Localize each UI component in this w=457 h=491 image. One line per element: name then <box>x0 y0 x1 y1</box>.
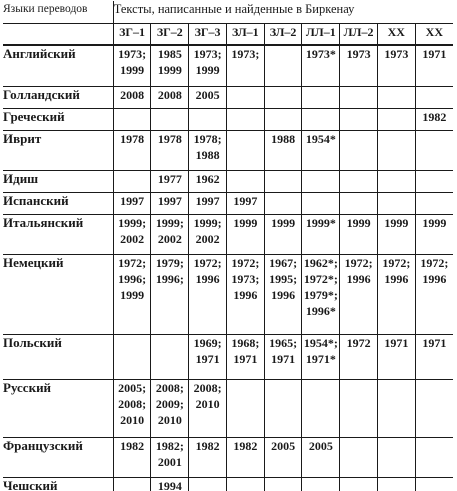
year-cell <box>151 108 189 130</box>
year-value: 1997 <box>195 193 220 208</box>
year-cell <box>226 477 264 491</box>
year-value: 1999; <box>155 215 184 230</box>
year-cell <box>113 108 151 130</box>
year-cell <box>226 379 264 437</box>
year-cell <box>302 170 340 192</box>
year-value: 1982 <box>195 438 220 453</box>
year-cell <box>340 334 378 379</box>
year-value: 1972; <box>231 255 260 270</box>
column-header: ЗЛ–2 <box>264 24 302 46</box>
year-cell <box>264 437 302 477</box>
year-value: 1999 <box>120 63 145 77</box>
year-value: 1997 <box>120 193 145 208</box>
column-header: XX <box>415 24 453 46</box>
column-header: ЗГ–3 <box>189 24 227 46</box>
year-value: 1996 <box>384 271 409 286</box>
year-value: 1971 <box>422 335 447 350</box>
year-value: 1973; <box>193 47 222 61</box>
year-value: 2005 <box>271 438 296 453</box>
year-cell <box>151 437 189 477</box>
year-cell <box>226 214 264 254</box>
languages-header: Языки переводов <box>3 1 113 24</box>
year-value: 1973; <box>231 47 260 61</box>
year-value: 1982 <box>120 438 145 453</box>
year-cell <box>113 130 151 170</box>
year-value: 1985 <box>157 47 182 61</box>
column-header: ЗГ–1 <box>113 24 151 46</box>
year-value: 2008; <box>155 380 184 395</box>
year-cell <box>226 437 264 477</box>
year-value: 1973 <box>346 47 371 61</box>
year-value: 1968; <box>231 335 260 350</box>
language-name: Иврит <box>3 130 113 170</box>
year-cell <box>264 214 302 254</box>
year-cell <box>189 379 227 437</box>
year-cell <box>302 477 340 491</box>
year-cell <box>302 379 340 437</box>
year-cell <box>340 170 378 192</box>
year-cell <box>151 192 189 214</box>
year-value: 1969; <box>193 335 222 350</box>
year-value: 1982; <box>155 438 184 453</box>
language-name: Греческий <box>3 108 113 130</box>
year-cell <box>415 334 453 379</box>
year-value: 1972; <box>344 255 373 270</box>
year-cell <box>340 130 378 170</box>
language-name: Идиш <box>3 170 113 192</box>
year-value: 1997 <box>233 193 258 208</box>
year-value: 1995; <box>269 271 298 286</box>
year-value: 1962*; <box>303 255 338 270</box>
column-header: XX <box>377 24 415 46</box>
year-cell <box>113 379 151 437</box>
year-value: 2002 <box>120 231 145 246</box>
year-cell <box>151 379 189 437</box>
year-value: 2009; <box>155 396 184 411</box>
year-cell <box>113 214 151 254</box>
year-cell <box>226 86 264 108</box>
year-value: 2008 <box>120 87 145 102</box>
year-cell <box>340 86 378 108</box>
year-cell <box>189 108 227 130</box>
language-name: Испанский <box>3 192 113 214</box>
year-cell <box>415 170 453 192</box>
year-cell <box>151 130 189 170</box>
year-cell <box>415 379 453 437</box>
year-cell <box>113 334 151 379</box>
table-row <box>3 254 453 334</box>
table-row <box>3 130 453 170</box>
year-cell <box>415 86 453 108</box>
year-value: 1999 <box>271 215 296 230</box>
year-value: 1954* <box>305 131 336 146</box>
table-row <box>3 108 453 130</box>
year-value: 1999 <box>384 215 409 230</box>
table-row <box>3 170 453 192</box>
year-cell <box>340 214 378 254</box>
column-header: ЗЛ–1 <box>226 24 264 46</box>
year-value: 2005; <box>118 380 147 395</box>
year-value: 1971* <box>305 351 336 366</box>
year-cell <box>264 192 302 214</box>
column-header-row <box>3 24 453 46</box>
year-value: 1999 <box>346 215 371 230</box>
year-value: 2005 <box>195 87 220 102</box>
year-cell <box>377 130 415 170</box>
year-value: 2002 <box>157 231 182 246</box>
year-cell <box>302 45 340 86</box>
language-name: Немецкий <box>3 254 113 334</box>
language-name: Английский <box>3 45 113 86</box>
year-cell <box>226 254 264 334</box>
year-cell <box>264 170 302 192</box>
year-value: 2010 <box>195 396 220 411</box>
year-value: 1979; <box>155 255 184 270</box>
year-value: 1982 <box>422 109 447 124</box>
table-row <box>3 192 453 214</box>
column-header: ЗГ–2 <box>151 24 189 46</box>
year-value: 1988 <box>195 147 220 162</box>
year-cell <box>377 477 415 491</box>
year-cell <box>264 86 302 108</box>
year-value: 1978 <box>157 131 182 146</box>
year-value: 1972; <box>193 255 222 270</box>
year-cell <box>226 334 264 379</box>
table-row <box>3 334 453 379</box>
language-name: Голландский <box>3 86 113 108</box>
year-cell <box>377 214 415 254</box>
year-value: 1994 <box>157 478 182 491</box>
year-cell <box>113 86 151 108</box>
table-row <box>3 379 453 437</box>
year-value: 1973 <box>384 47 409 61</box>
year-cell <box>189 334 227 379</box>
year-value: 1996; <box>118 271 147 286</box>
year-cell <box>340 108 378 130</box>
year-cell <box>377 170 415 192</box>
year-cell <box>264 108 302 130</box>
year-cell <box>151 477 189 491</box>
year-cell <box>377 45 415 86</box>
translations-table <box>3 1 453 491</box>
year-value: 1971 <box>271 351 296 366</box>
year-cell <box>377 108 415 130</box>
year-cell <box>226 170 264 192</box>
year-cell <box>264 254 302 334</box>
year-cell <box>340 192 378 214</box>
year-value: 1996* <box>305 303 336 318</box>
year-cell <box>264 477 302 491</box>
column-header: ЛЛ–1 <box>302 24 340 46</box>
year-cell <box>226 108 264 130</box>
year-value: 1997 <box>157 193 182 208</box>
year-value: 1978 <box>120 131 145 146</box>
year-cell <box>415 45 453 86</box>
year-cell <box>113 437 151 477</box>
year-value: 1999 <box>233 215 258 230</box>
year-value: 1965; <box>269 335 298 350</box>
year-cell <box>151 45 189 86</box>
year-cell <box>415 192 453 214</box>
year-cell <box>189 477 227 491</box>
year-value: 1999 <box>195 63 220 77</box>
year-cell <box>377 86 415 108</box>
year-cell <box>302 86 340 108</box>
year-cell <box>264 334 302 379</box>
year-value: 1971 <box>233 351 258 366</box>
year-value: 1962 <box>195 171 220 186</box>
year-cell <box>377 254 415 334</box>
year-cell <box>415 108 453 130</box>
year-cell <box>415 214 453 254</box>
year-value: 2010 <box>157 412 182 427</box>
year-value: 1973; <box>118 47 147 61</box>
year-cell <box>189 214 227 254</box>
year-value: 1999 <box>120 287 145 302</box>
year-cell <box>113 477 151 491</box>
year-cell <box>302 334 340 379</box>
year-cell <box>340 477 378 491</box>
year-value: 1971 <box>422 47 447 61</box>
year-cell <box>226 45 264 86</box>
year-value: 2008 <box>157 87 182 102</box>
table-row <box>3 214 453 254</box>
year-value: 2002 <box>195 231 220 246</box>
table-row <box>3 45 453 86</box>
year-value: 1973* <box>305 47 336 61</box>
year-value: 1996 <box>346 271 371 286</box>
year-value: 1996; <box>155 271 184 286</box>
year-value: 2010 <box>120 412 145 427</box>
year-cell <box>415 254 453 334</box>
year-cell <box>226 130 264 170</box>
year-value: 1999; <box>193 215 222 230</box>
year-value: 2008; <box>193 380 222 395</box>
year-cell <box>113 45 151 86</box>
year-value: 2008; <box>118 396 147 411</box>
year-cell <box>340 45 378 86</box>
year-cell <box>377 437 415 477</box>
table-body <box>3 45 453 491</box>
column-header: ЛЛ–2 <box>340 24 378 46</box>
year-value: 1999; <box>118 215 147 230</box>
language-name: Чешский <box>3 477 113 491</box>
year-value: 1954*; <box>303 335 338 350</box>
year-value: 1996 <box>233 287 258 302</box>
year-value: 1977 <box>157 171 182 186</box>
year-cell <box>377 334 415 379</box>
year-cell <box>113 192 151 214</box>
year-cell <box>264 379 302 437</box>
year-value: 1996 <box>271 287 296 302</box>
year-value: 1999* <box>305 215 336 230</box>
year-value: 1982 <box>233 438 258 453</box>
table-row <box>3 437 453 477</box>
year-value: 1973; <box>231 271 260 286</box>
year-cell <box>189 170 227 192</box>
year-cell <box>302 214 340 254</box>
table-row <box>3 86 453 108</box>
year-value: 1967; <box>269 255 298 270</box>
year-value: 1972 <box>346 335 371 350</box>
table-title-row <box>3 1 453 24</box>
year-cell <box>189 254 227 334</box>
language-name: Русский <box>3 379 113 437</box>
year-cell <box>113 254 151 334</box>
year-value: 1999 <box>157 63 182 77</box>
year-value: 1988 <box>271 131 296 146</box>
year-value: 1972*; <box>303 271 338 286</box>
year-cell <box>151 214 189 254</box>
year-value: 1996 <box>422 271 447 286</box>
year-cell <box>302 130 340 170</box>
year-value: 1979*; <box>303 287 338 302</box>
year-value: 2005 <box>308 438 333 453</box>
year-cell <box>151 254 189 334</box>
year-cell <box>226 192 264 214</box>
texts-header: Тексты, написанные и найденные в Биркенау <box>113 1 453 24</box>
year-cell <box>340 437 378 477</box>
year-cell <box>151 170 189 192</box>
year-cell <box>189 192 227 214</box>
year-cell <box>189 437 227 477</box>
year-value: 1972; <box>118 255 147 270</box>
year-value: 1996 <box>195 271 220 286</box>
year-cell <box>302 254 340 334</box>
year-cell <box>151 86 189 108</box>
language-name: Французский <box>3 437 113 477</box>
year-cell <box>189 130 227 170</box>
year-cell <box>264 130 302 170</box>
year-cell <box>340 379 378 437</box>
year-cell <box>189 86 227 108</box>
year-cell <box>415 477 453 491</box>
year-cell <box>340 254 378 334</box>
year-value: 1972; <box>420 255 449 270</box>
year-cell <box>302 437 340 477</box>
year-cell <box>264 45 302 86</box>
year-cell <box>377 192 415 214</box>
language-column-blank <box>3 24 113 46</box>
year-value: 1999 <box>422 215 447 230</box>
year-cell <box>189 45 227 86</box>
year-cell <box>415 130 453 170</box>
year-cell <box>113 170 151 192</box>
year-value: 1978; <box>193 131 222 146</box>
table-row <box>3 477 453 491</box>
year-value: 1971 <box>195 351 220 366</box>
language-name: Польский <box>3 334 113 379</box>
language-name: Итальянский <box>3 214 113 254</box>
year-cell <box>377 379 415 437</box>
year-value: 2001 <box>157 454 182 469</box>
year-cell <box>302 108 340 130</box>
year-cell <box>302 192 340 214</box>
year-value: 1972; <box>382 255 411 270</box>
year-cell <box>415 437 453 477</box>
year-cell <box>151 334 189 379</box>
year-value: 1971 <box>384 335 409 350</box>
